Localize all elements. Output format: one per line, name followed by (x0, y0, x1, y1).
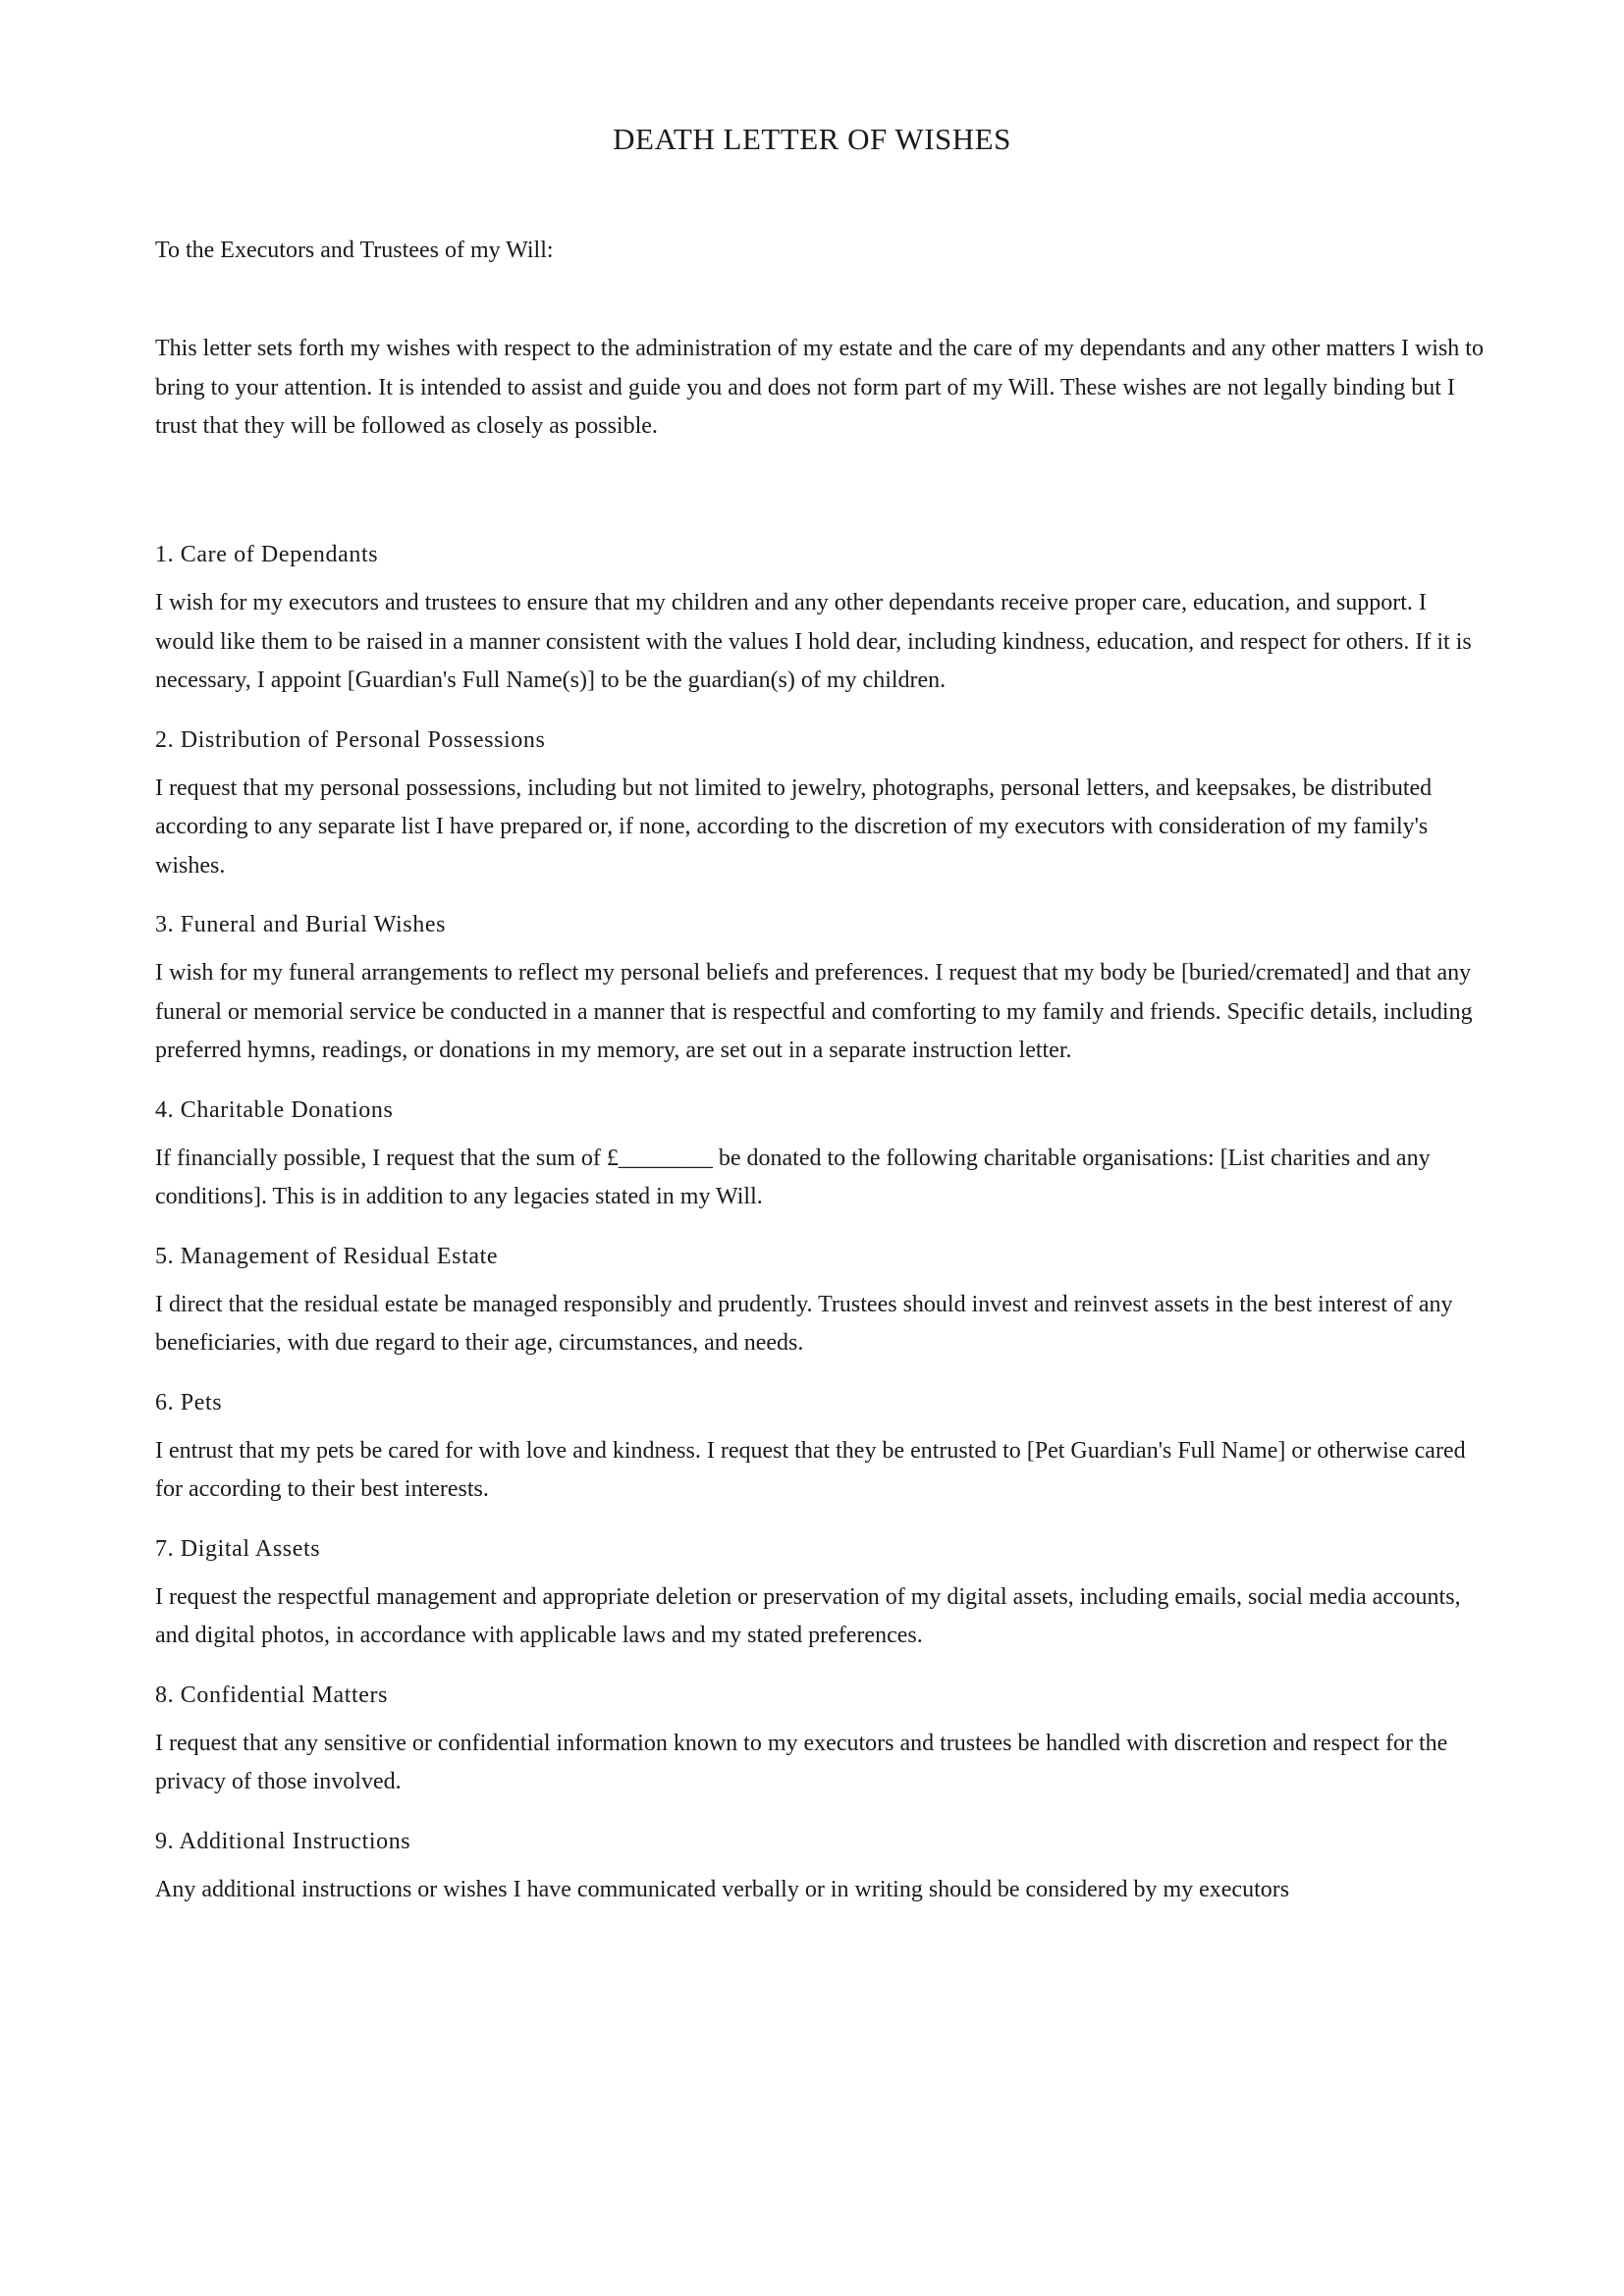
section-heading: 1. Care of Dependants (155, 542, 379, 567)
section-heading: 2. Distribution of Personal Possessions (155, 726, 546, 753)
section-body: If financially possible, I request that the sum of £________ be donated to the following charitable organisations: [List charities and any conditions]. This is in addition to any legacies stated in my Will. (155, 1145, 1431, 1209)
section-pets (155, 1386, 1490, 1510)
sections-list (155, 538, 1490, 1932)
section-body: I entrust that my pets be cared for with love and kindness. I request that they be entrusted to [Pet Guardian's Full Name] or otherwise cared for according to their best interests. (155, 1437, 1466, 1502)
section-body: I request that my personal possessions, including but not limited to jewelry, photographs, personal letters, and keepsakes, be distributed according to any separate list I have prepared or, if none, according to the discretion of my executors with consideration of my family's wishes. (155, 774, 1433, 879)
section-confidential-matters (155, 1679, 1490, 1802)
intro-paragraph: This letter sets forth my wishes with respect to the administration of my estate and the care of my dependants and any other matters I wish to bring to your attention. It is intended to assist and guide you and does not form part of my Will. These wishes are not legally binding but I trust that they will be followed as closely as possible. (155, 336, 1484, 439)
section-heading: 9. Additional Instructions (155, 1828, 411, 1854)
section-heading: 8. Confidential Matters (155, 1682, 389, 1708)
section-funeral-wishes (155, 908, 1490, 1071)
section-body: I wish for my executors and trustees to ensure that my children and any other dependants receive proper care, education, and support. I would like them to be raised in a manner consistent with the values I hold dear, including kindness, education, and respect for others. If it is necessary, I appoint [Guardian's Full Name(s)] to be the guardian(s) of my children. (155, 590, 1472, 693)
section-body: I direct that the residual estate be managed responsibly and prudently. Trustees should invest and reinvest assets in the best interest of any beneficiaries, with due regard to their age, circumstances, and needs. (155, 1291, 1453, 1356)
section-body: I request that any sensitive or confidential information known to my executors and trustees be handled with discretion and respect for the privacy of those involved. (155, 1730, 1448, 1794)
section-additional-instructions (155, 1825, 1490, 1910)
salutation: To the Executors and Trustees of my Will: (155, 238, 554, 263)
section-heading: 4. Charitable Donations (155, 1096, 394, 1123)
section-digital-assets (155, 1532, 1490, 1656)
section-charitable-donations (155, 1094, 1490, 1217)
section-heading: 5. Management of Residual Estate (155, 1243, 499, 1269)
section-care-of-dependants (155, 538, 1490, 701)
section-body: I request the respectful management and appropriate deletion or preservation of my digital assets, including emails, social media accounts, and digital photos, in accordance with applicable laws and my stated preferences. (155, 1583, 1461, 1648)
section-residual-estate (155, 1240, 1490, 1363)
section-body: Any additional instructions or wishes I have communicated verbally or in writing should be considered by my executors (155, 1876, 1290, 1902)
section-heading: 6. Pets (155, 1389, 223, 1415)
section-heading: 3. Funeral and Burial Wishes (155, 912, 447, 937)
section-heading: 7. Digital Assets (155, 1535, 321, 1562)
section-body: I wish for my funeral arrangements to reflect my personal beliefs and preferences. I request that my body be [buried/cremated] and that any funeral or memorial service be conducted in a manner that is respectful and comforting to my family and friends. Specific details, including preferred hymns, readings, or donations in my memory, are set out in a separate instruction letter. (155, 960, 1473, 1063)
document-title: DEATH LETTER OF WISHES (613, 122, 1011, 156)
section-personal-possessions (155, 723, 1490, 886)
